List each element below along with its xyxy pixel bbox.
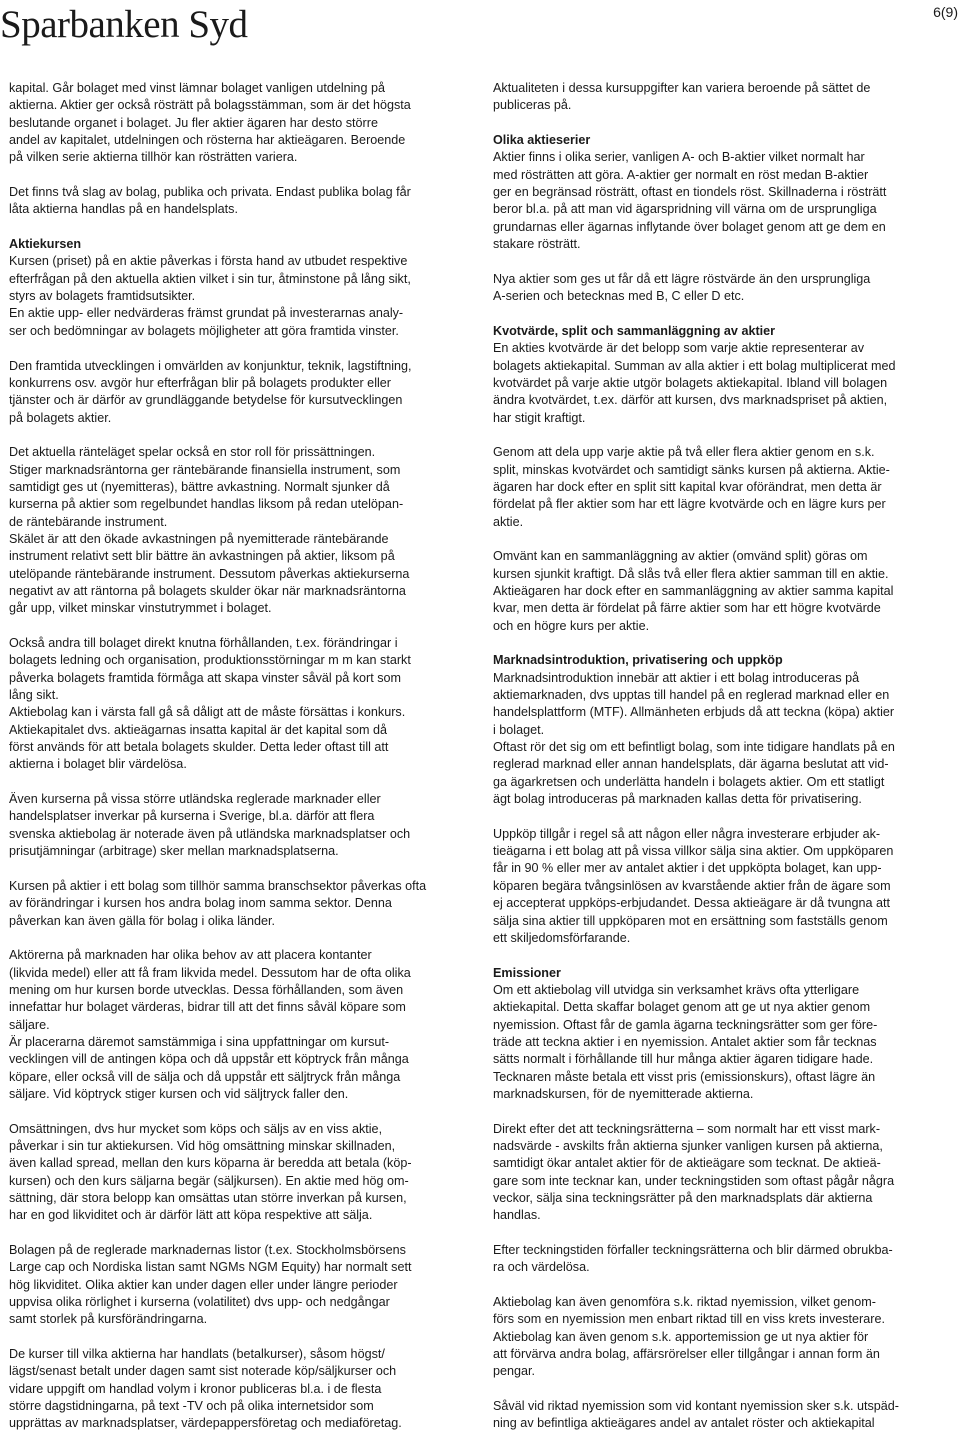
- text-line: gare som inte tecknar kan, under teckningstiden som oftast pågår några: [493, 1173, 895, 1188]
- text-line: grundarnas eller ägarnas inflytande över bolaget genom att ge dem en: [493, 219, 886, 234]
- text-line: påverkar i sin tur aktiekursen. Vid hög omsättning minskar skillnaden,: [9, 1138, 396, 1153]
- text-line: ägaren har dock efter en split sitt kapital kvar oförändrat, men detta är: [493, 479, 882, 494]
- paragraph: [9, 635, 469, 774]
- text-line: Aktualiteten i dessa kursuppgifter kan variera beroende på sättet de: [493, 81, 871, 95]
- paragraph: [493, 826, 955, 947]
- paragraph: [493, 323, 955, 427]
- text-line: Efter teckningstiden förfaller teckningsrätterna och blir därmed obrukba-: [493, 1243, 893, 1258]
- text-line: Det aktuella ränteläget spelar också en stor roll för prissättningen.: [9, 445, 376, 460]
- text-line: Om ett aktiebolag vill utvidga sin verksamhet krävs ofta ytterligare: [493, 982, 860, 997]
- section-heading: Aktiekursen: [9, 237, 82, 252]
- text-line: köparen begära tvångsinlösen av kvarstående aktier från de ägare som: [493, 878, 891, 893]
- text-line: på bolagets aktier.: [9, 410, 112, 425]
- text-line: Omvänt kan en sammanläggning av aktier (omvänd split) göras om: [493, 549, 868, 564]
- text-line: En akties kvotvärde är det belopp som varje aktie representerar av: [493, 341, 865, 356]
- text-line: med rösträtten att göra. A-aktier ger normalt en röst medan B-aktier: [493, 167, 869, 182]
- text-line: bolagets aktiekapital. Summan av alla aktier i ett bolag multiplicerat med: [493, 358, 896, 373]
- text-line: Skälet är att den ökade avkastningen på nyemitterade räntebärande: [9, 531, 389, 546]
- text-line: Det finns två slag av bolag, publika och privata. Endast publika bolag får: [9, 185, 411, 200]
- text-line: påverkan kan även gälla för bolag i olika länder.: [9, 913, 276, 928]
- paragraph: [9, 236, 469, 340]
- text-line: köpare, eller också vill de sälja och då uppstår ett säljtryck från många: [9, 1069, 401, 1084]
- text-line: Aktieägaren har dock efter en sammanläggning av aktier samma kapital: [493, 583, 894, 598]
- text-line: prisutjämningar (arbitrage) sker mellan marknadsplatserna.: [9, 844, 339, 859]
- text-line: negativt av att räntorna på bolagets skulder ökar när marknadsräntorna: [9, 583, 406, 598]
- text-line: påverka bolagets framtida förmåga att skapa vinster såväl på kort som: [9, 670, 401, 685]
- text-line: i bolaget.: [493, 722, 545, 737]
- text-line: Aktiebolag kan även genom s.k. apportemission ge ut nya aktier för: [493, 1329, 869, 1344]
- paragraph: [493, 444, 955, 531]
- text-line: ger en begränsad rösträtt, oftast en tiondels röst. Skillnaderna i rösträtt: [493, 185, 887, 200]
- text-line: får in 90 % eller mer av antalet aktier i det uppköpta bolaget, kan upp-: [493, 861, 882, 876]
- paragraph: [9, 1346, 469, 1433]
- text-line: beror bl.a. på att man vid ägarspridning vill värna om de ursprungliga: [493, 202, 877, 217]
- text-line: nadsvärde - avskilts från aktierna sjunker vanligen kursen på aktierna,: [493, 1138, 883, 1153]
- text-line: Kursen på aktier i ett bolag som tillhör samma branschsektor påverkas ofta: [9, 878, 427, 893]
- text-line: Nya aktier som ges ut får då ett lägre röstvärde än den ursprungliga: [493, 271, 871, 286]
- text-line: handelsplatser inverkar på kurserna i Sverige, bl.a. därför att flera: [9, 809, 375, 824]
- text-line: A-serien och betecknas med B, C eller D etc.: [493, 289, 745, 304]
- text-line: Också andra till bolaget direkt knutna förhållanden, t.ex. förändringar i: [9, 636, 398, 650]
- text-line: tjänster och är därför av grundläggande betydelse för kursutvecklingen: [9, 393, 403, 408]
- text-line: Stiger marknadsräntorna ger räntebärande finansiella instrument, som: [9, 462, 401, 477]
- text-line: reglerad marknad eller annan handelsplats, där ägarna beslutat att vid-: [493, 757, 889, 772]
- text-line: hög likviditet. Olika aktier kan under dagen eller under längre perioder: [9, 1277, 398, 1292]
- text-line: Bolagen på de reglerade marknadernas listor (t.ex. Stockholmsbörsens: [9, 1243, 406, 1258]
- text-line: instrument relativt sett blir bättre än avkastningen på aktier, liksom på: [9, 549, 395, 564]
- text-line: aktierna i bolaget blir värdelösa.: [9, 757, 187, 772]
- text-line: svenska aktiebolag är noterade även på utländska marknadsplatser och: [9, 826, 411, 841]
- text-line: även kallad spread, mellan den kurs köparna är beredda att betala (köp-: [9, 1156, 412, 1171]
- paragraph: [493, 271, 955, 306]
- section-heading: Olika aktieserier: [493, 133, 591, 148]
- text-line: veckor, sälja sina teckningsrätter på den marknadsplats där aktierna: [493, 1191, 873, 1205]
- text-line: på vilken serie aktierna tillhör kan rösträtten variera.: [9, 150, 298, 165]
- text-line: publiceras på.: [493, 98, 572, 113]
- text-line: vidare uppgift om handlad volym i kronor publiceras bl.a. i de flesta: [9, 1381, 382, 1396]
- text-line: vecklingen vill de antingen köpa och då uppstår ett köptryck från många: [9, 1052, 409, 1067]
- text-line: säljare.: [9, 1017, 50, 1032]
- text-line: först används för att betala bolagets skulder. Detta leder oftast till att: [9, 740, 389, 755]
- text-line: av förändringar i kursen hos andra bolag inom samma sektor. Denna: [9, 896, 392, 911]
- text-line: upprättas av marknadsplatser, värdepappersföretag och mediaföretag.: [9, 1416, 402, 1431]
- text-line: efterfrågan på den aktuella aktien vilket i sin tur, åtminstone på lång sikt,: [9, 271, 411, 286]
- text-line: Tecknaren måste betala ett visst pris (emissionskurs), oftast lägre än: [493, 1069, 876, 1084]
- text-line: kvar, men detta är fördelat på färre aktier som har ett högre kvotvärde: [493, 601, 881, 616]
- text-line: fördelat på fler aktier som har ett lägre kvotvärde och en lägre kurs per: [493, 497, 886, 512]
- text-line: låta aktierna handlas på en handelsplats.: [9, 202, 238, 217]
- text-line: styrs av bolagets framtidsutsikter.: [9, 289, 196, 304]
- text-line: stakare rösträtt.: [493, 237, 581, 252]
- text-line: pengar.: [493, 1364, 536, 1379]
- text-line: Oftast rör det sig om ett befintligt bolag, som inte tidigare handlats på en: [493, 740, 895, 755]
- text-line: går upp, vilket minskar vinstutrymmet i bolaget.: [9, 601, 272, 616]
- text-line: ra och värdelösa.: [493, 1260, 590, 1275]
- text-line: kurserna på aktier som regelbundet handlas liksom på redan utelöpan-: [9, 497, 404, 512]
- paragraph: [493, 1398, 955, 1433]
- text-line: Såväl vid riktad nyemission som vid kontant nyemission sker s.k. utspäd-: [493, 1399, 899, 1414]
- right-column: [493, 80, 955, 1450]
- text-line: aktie.: [493, 514, 524, 529]
- text-line: Aktiebolag kan i värsta fall gå så dåligt att de måste försättas i konkurs.: [9, 705, 406, 720]
- text-line: aktierna. Aktier ger också rösträtt på bolagsstämman, som är det högsta: [9, 98, 411, 113]
- text-line: kursen) och den kurs säljarna begär (säljkursen). En aktie med hög om-: [9, 1173, 409, 1188]
- paragraph: [493, 1121, 955, 1225]
- text-line: Aktiebolag kan även genomföra s.k. riktad nyemission, vilket genom-: [493, 1295, 876, 1310]
- text-line: nyemission. Oftast får de gamla ägarna teckningsrätter som ger före-: [493, 1017, 878, 1032]
- text-line: Är placerarna däremot samstämmiga i sina uppfattningar om kursut-: [9, 1034, 390, 1049]
- paragraph: [9, 358, 469, 427]
- text-line: Direkt efter det att teckningsrätterna – som normalt har ett visst mark-: [493, 1121, 881, 1136]
- text-line: handlas.: [493, 1208, 541, 1223]
- text-line: kvotvärdet på varje aktie utgör bolagets aktiekapital. Ibland vill bolagen: [493, 375, 888, 390]
- text-line: lägst/senast betalt under dagen samt sist noterade köp/säljkurser och: [9, 1364, 397, 1379]
- section-heading: Emissioner: [493, 965, 561, 980]
- text-line: ga ägarkretsen och underlätta handeln i bolagets aktier. Om ett statligt: [493, 774, 885, 789]
- text-line: sättning, där stora belopp kan omsättas utan större inverkan på kursen,: [9, 1191, 407, 1205]
- text-line: samtidigt ökar antalet aktier för de aktieägare som tecknat. De aktieä-: [493, 1156, 881, 1171]
- paragraph: [493, 80, 955, 115]
- text-line: En aktie upp- eller nedvärderas främst grundat på investerarnas analy-: [9, 306, 404, 321]
- text-line: Aktörerna på marknaden har olika behov av att placera kontanter: [9, 948, 372, 963]
- text-line: ägt bolag introduceras på marknaden kallas detta för privatisering.: [493, 792, 862, 807]
- text-line: ändra kvotvärdet, t.ex. därför att kursen, dvs marknadspriset på aktien,: [493, 393, 888, 408]
- brand-logo: Sparbanken Syd: [0, 3, 248, 46]
- left-column: [9, 80, 469, 1450]
- text-line: bolagets ledning och organisation, produktionsstörningar m m kan starkt: [9, 653, 411, 668]
- paragraph: [9, 184, 469, 219]
- text-line: har en god likviditet och är därför lätt att köpa respektive att sälja.: [9, 1208, 373, 1223]
- text-line: Aktier finns i olika serier, vanligen A- och B-aktier vilket normalt har: [493, 150, 865, 165]
- text-line: Aktiekapitalet dvs. aktieägarnas insatta kapital är det kapital som då: [9, 722, 388, 737]
- text-line: ser och bedömningar av bolagets möjligheter att göra framtida vinster.: [9, 323, 399, 338]
- text-line: förs som en nyemission men enbart riktad till en viss krets investerare.: [493, 1312, 885, 1327]
- text-line: split, minskas kvotvärdet och samtidigt sänks kursen på aktierna. Aktie-: [493, 462, 890, 477]
- paragraph: [9, 878, 469, 930]
- text-line: konkurrens osv. avgör hur efterfrågan blir på bolagets produkter eller: [9, 375, 391, 390]
- text-line: Den framtida utvecklingen i omvärlden av konjunktur, teknik, lagstiftning,: [9, 358, 412, 373]
- paragraph: [9, 80, 469, 167]
- text-line: säljare. Vid köptryck stiger kursen och vid säljtryck faller den.: [9, 1086, 349, 1101]
- text-line: har stigit kraftigt.: [493, 410, 586, 425]
- text-line: uppvisa olika rörlighet i kurserna (volatilitet) dvs upp- och nedgångar: [9, 1295, 390, 1310]
- text-line: mening om hur kursen borde utvecklas. Dessa förhållanden, som även: [9, 982, 404, 997]
- paragraph: [493, 652, 955, 808]
- text-line: beslutande organet i bolaget. Ju fler aktier ägaren har desto större: [9, 115, 378, 130]
- text-line: De kurser till vilka aktierna har handlats (betalkurser), såsom högst/: [9, 1347, 385, 1362]
- section-heading: Marknadsintroduktion, privatisering och uppköp: [493, 653, 783, 668]
- text-line: aktiekapital. Detta skaffar bolaget genom att ge ut nya aktier genom: [493, 1000, 871, 1015]
- paragraph: [9, 947, 469, 1103]
- text-line: (likvida medel) eller att få fram likvida medel. Dessutom har de ofta olika: [9, 965, 411, 980]
- text-line: träde att teckna aktier i en nyemission. Antalet aktier som får tecknas: [493, 1034, 877, 1049]
- text-line: sätts normalt i förhållande till hur många aktier ägaren tidigare hade.: [493, 1052, 874, 1067]
- text-line: Marknadsintroduktion innebär att aktier i ett bolag introduceras på: [493, 670, 860, 685]
- text-line: att förvärva andra bolag, affärsrörelser eller tillgångar i annan form än: [493, 1347, 880, 1362]
- paragraph: [9, 444, 469, 617]
- text-line: och en högre kurs per aktie.: [493, 618, 650, 633]
- paragraph: [9, 1121, 469, 1225]
- paragraph: [9, 791, 469, 860]
- text-line: lång sikt.: [9, 688, 59, 703]
- paragraph: [493, 965, 955, 1104]
- page-number: 6(9): [933, 4, 958, 20]
- text-line: andel av kapitalet, utdelningen och rösterna har aktieägaren. Beroende: [9, 133, 406, 148]
- text-line: Uppköp tillgår i regel så att någon eller några investerare erbjuder ak-: [493, 826, 881, 841]
- text-line: aktiemarknaden, dvs upptas till handel på en reglerad marknad eller en: [493, 688, 890, 703]
- text-line: kapital. Går bolaget med vinst lämnar bolaget vanligen utdelning på: [9, 81, 385, 95]
- paragraph: [493, 1242, 955, 1277]
- text-line: Genom att dela upp varje aktie på två eller flera aktier genom en s.k.: [493, 445, 875, 460]
- text-line: ning av befintliga aktieägares andel av antalet röster och aktiekapital: [493, 1416, 875, 1431]
- text-line: handelsplattform (MTF). Allmänheten erbjuds då att teckna (köpa) aktier: [493, 705, 895, 720]
- text-line: Kursen (priset) på en aktie påverkas i första hand av utbudet respektive: [9, 254, 408, 269]
- text-line: Omsättningen, dvs hur mycket som köps och säljs av en viss aktie,: [9, 1121, 383, 1136]
- text-line: Large cap och Nordiska listan samt NGMs NGM Equity) har normalt sett: [9, 1260, 412, 1275]
- text-line: ej accepterat uppköps-erbjudandet. Dessa aktieägare är då tvungna att: [493, 896, 890, 911]
- paragraph: [493, 132, 955, 253]
- text-line: utelöpande räntebärande instrument. Dessutom påverkas aktiekurserna: [9, 566, 410, 581]
- paragraph: [493, 1294, 955, 1381]
- text-line: större dagstidningarna, på text -TV och på olika internetsidor som: [9, 1399, 374, 1414]
- text-line: Även kurserna på vissa större utländska reglerade marknader eller: [9, 792, 381, 807]
- text-line: marknadskursen, för de nyemitterade aktierna.: [493, 1086, 754, 1101]
- section-heading: Kvotvärde, split och sammanläggning av aktier: [493, 323, 776, 338]
- text-line: de räntebärande instrument.: [9, 514, 168, 529]
- text-line: sälja sina aktier till uppköparen mot en ersättning som fastställs genom: [493, 913, 888, 928]
- text-line: samt storlek på kursförändringarna.: [9, 1312, 208, 1327]
- text-line: tieägarna i ett bolag att på vissa villkor sälja sina aktier. Om uppköparen: [493, 844, 894, 859]
- text-line: kursen sjunkit kraftigt. Då slås två eller flera aktier samman till en aktie.: [493, 566, 889, 581]
- paragraph: [493, 548, 955, 635]
- text-line: ett skiljedomsförfarande.: [493, 930, 631, 945]
- paragraph: [9, 1242, 469, 1329]
- text-line: samtidigt ges ut (nyemitteras), bättre avkastning. Normalt sjunker då: [9, 479, 390, 494]
- text-line: innefattar hur bolaget värderas, bidrar till att det finns såväl köpare som: [9, 1000, 406, 1015]
